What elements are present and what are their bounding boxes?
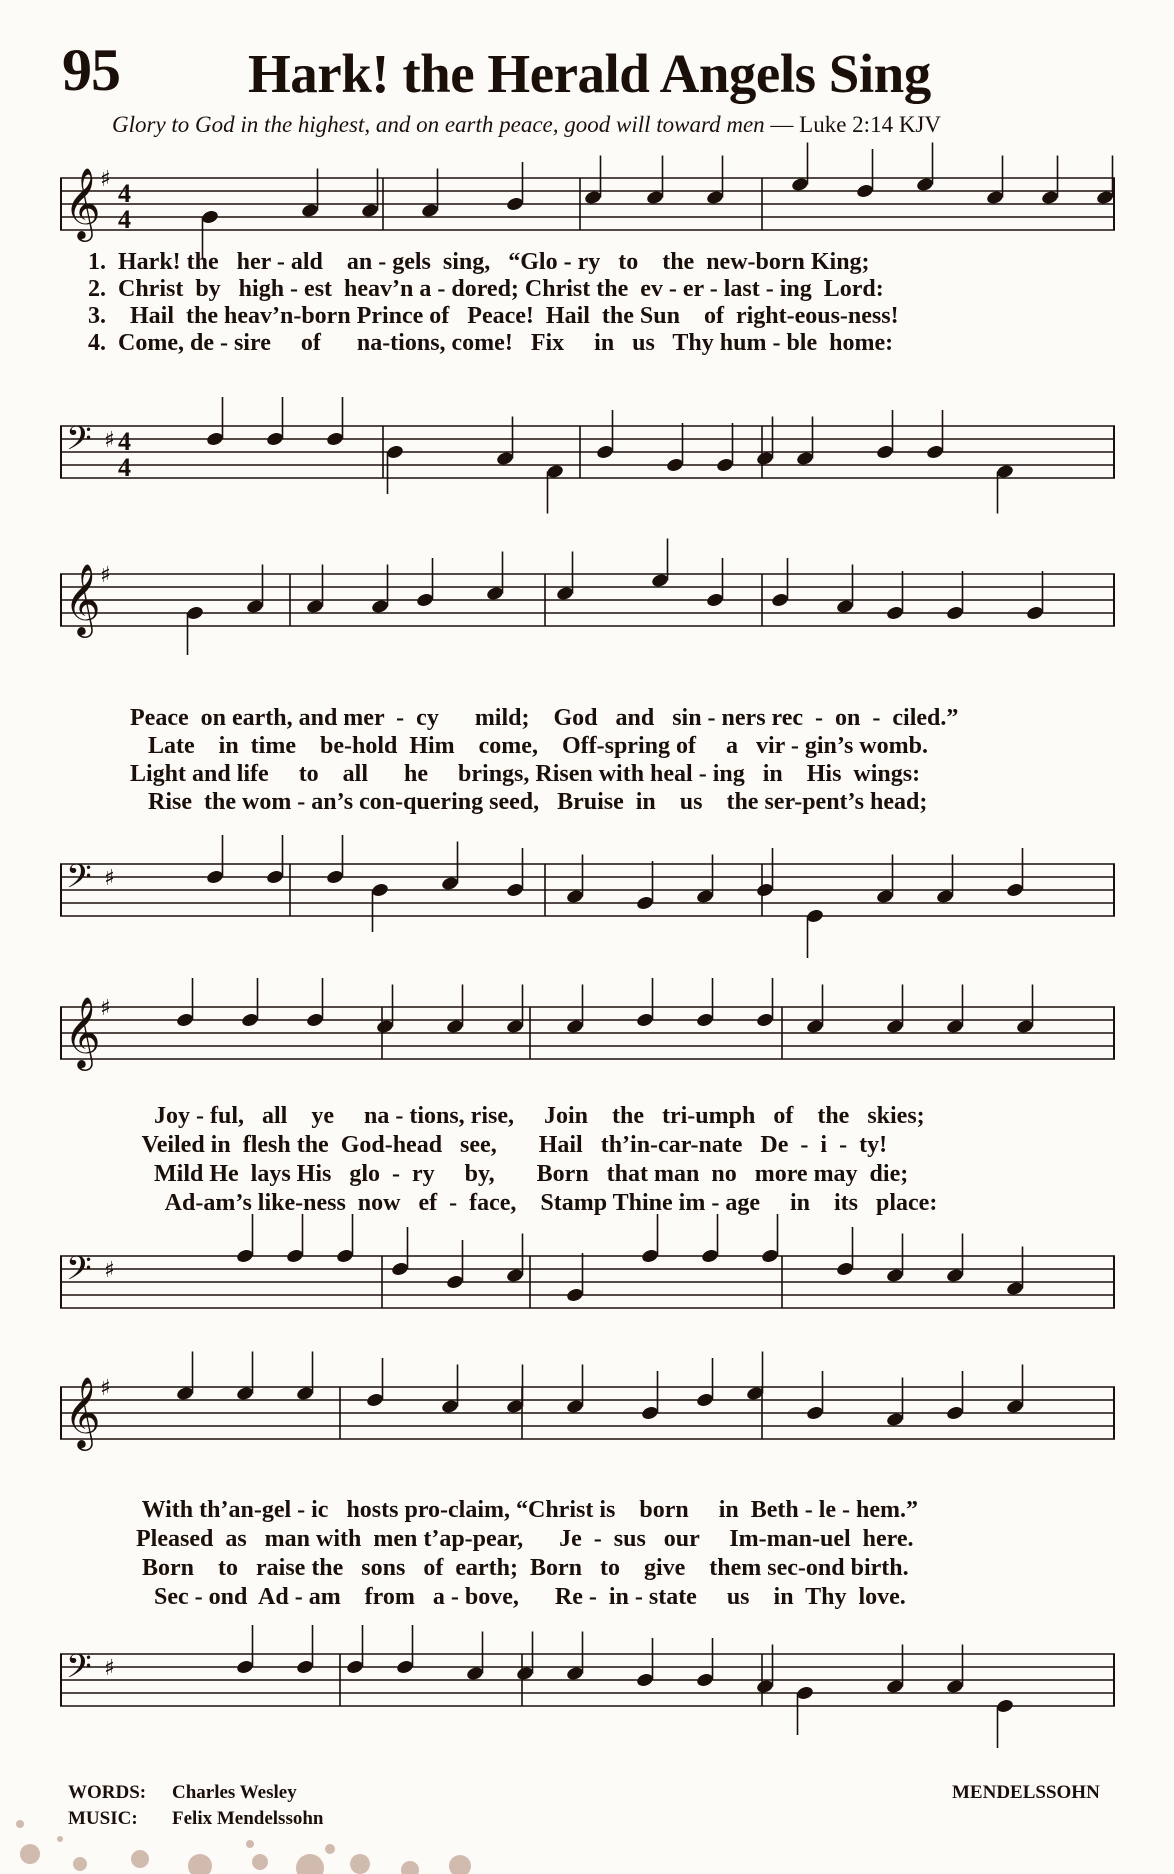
note-head: [176, 1386, 195, 1402]
stain-spot: [16, 1820, 24, 1828]
note-head: [566, 1287, 585, 1303]
stain-spot: [325, 1844, 335, 1854]
note-head: [796, 451, 815, 467]
note-head: [516, 1666, 535, 1682]
note-head: [986, 190, 1005, 206]
note-head: [366, 1392, 385, 1408]
note-head: [756, 1012, 775, 1028]
stain-spot: [296, 1854, 324, 1874]
note-head: [446, 1019, 465, 1035]
note-head: [996, 1698, 1015, 1714]
note-head: [376, 1019, 395, 1035]
treble-staff-system-3: [60, 985, 1115, 1095]
note-head: [886, 1268, 905, 1284]
lyrics-system-3: [60, 1102, 1115, 1234]
note-head: [856, 183, 875, 199]
note-head: [266, 431, 285, 447]
note-head: [701, 1248, 720, 1264]
note-head: [566, 889, 585, 905]
note-head: [946, 605, 965, 621]
sharp-icon: ♯: [104, 1656, 115, 1681]
stain-spot: [449, 1855, 471, 1874]
note-head: [836, 1261, 855, 1277]
stain-spot: [246, 1840, 254, 1848]
sharp-icon: ♯: [100, 996, 111, 1021]
note-head: [806, 908, 825, 924]
note-head: [666, 457, 685, 473]
note-head: [186, 605, 205, 621]
music-author: Felix Mendelssohn: [172, 1808, 324, 1829]
water-stain: [0, 1784, 560, 1874]
note-head: [466, 1666, 485, 1682]
note-head: [886, 1412, 905, 1428]
lyric-verse-4-line-1: 4. Come, de - sire of na-tions, come! Fix in us Thy hum - ble home:: [88, 330, 894, 356]
note-head: [886, 1019, 905, 1035]
note-head: [696, 1012, 715, 1028]
note-head: [241, 1012, 260, 1028]
note-head: [761, 1248, 780, 1264]
note-head: [566, 1666, 585, 1682]
note-head: [946, 1405, 965, 1421]
note-head: [391, 1261, 410, 1277]
note-head: [566, 1399, 585, 1415]
note-head: [306, 1012, 325, 1028]
note-head: [706, 592, 725, 608]
note-head: [806, 1019, 825, 1035]
note-head: [506, 882, 525, 898]
words-author: Charles Wesley: [172, 1782, 297, 1803]
note-head: [1016, 1019, 1035, 1035]
stain-spot: [57, 1836, 63, 1842]
note-head: [646, 190, 665, 206]
treble-clef-icon: 𝄞: [64, 562, 101, 635]
sharp-icon: ♯: [104, 428, 115, 453]
sharp-icon: ♯: [100, 1376, 111, 1401]
note-head: [771, 592, 790, 608]
sharp-icon: ♯: [100, 563, 111, 588]
bass-staff-system-1: [60, 392, 1115, 542]
note-head: [556, 586, 575, 602]
time-signature-icon: 4: [118, 427, 131, 456]
note-head: [1006, 1399, 1025, 1415]
note-head: [1041, 190, 1060, 206]
note-head: [1026, 605, 1045, 621]
note-head: [926, 444, 945, 460]
note-head: [636, 1012, 655, 1028]
note-head: [916, 177, 935, 193]
stain-spot: [131, 1850, 149, 1868]
note-head: [301, 203, 320, 219]
hymn-number: 95: [62, 37, 120, 103]
note-head: [696, 1672, 715, 1688]
note-head: [936, 889, 955, 905]
note-head: [421, 203, 440, 219]
note-head: [756, 1679, 775, 1695]
note-head: [641, 1405, 660, 1421]
time-signature-icon: 4: [118, 205, 131, 234]
treble-staff-system-4: [60, 1365, 1115, 1490]
note-head: [176, 1012, 195, 1028]
note-head: [246, 599, 265, 615]
bass-staff-system-4: [60, 1620, 1115, 1765]
lyrics-system-2: [60, 704, 1115, 836]
lyric-verse-2-line-3: Veiled in flesh the God-head see, Hail th’in-car-nate De - i - ty!: [130, 1132, 888, 1158]
note-head: [266, 869, 285, 885]
note-head: [796, 1685, 815, 1701]
note-head: [236, 1659, 255, 1675]
lyric-verse-1-line-1: 1. Hark! the her - ald an - gels sing, “Glo - ry to the new-born King;: [88, 249, 870, 275]
note-head: [546, 464, 565, 480]
music-label: MUSIC:: [68, 1808, 138, 1829]
note-head: [336, 1248, 355, 1264]
note-head: [946, 1679, 965, 1695]
bass-staff-system-3: [60, 1222, 1115, 1352]
note-head: [441, 1399, 460, 1415]
note-head: [506, 196, 525, 212]
note-head: [716, 457, 735, 473]
lyric-verse-3-line-1: 3. Hail the heav’n-born Prince of Peace! Hail the Sun of right-eous-ness!: [88, 303, 899, 329]
scripture-quote: Glory to God in the highest, and on earth peace, good will toward men: [112, 112, 765, 137]
note-head: [636, 895, 655, 911]
note-head: [756, 451, 775, 467]
bass-clef-icon: 𝄢: [66, 420, 92, 466]
tune-name: MENDELSSOHN: [952, 1782, 1100, 1803]
treble-staff-system-2: [60, 552, 1115, 672]
note-head: [396, 1659, 415, 1675]
note-head: [346, 1659, 365, 1675]
lyric-verse-3-line-2: Light and life to all he brings, Risen with heal - ing in His wings:: [130, 761, 921, 787]
note-head: [756, 882, 775, 898]
note-head: [651, 573, 670, 589]
lyric-verse-4-line-3: Ad-am’s like-ness now ef - face, Stamp Thine im - age in its place:: [130, 1190, 938, 1216]
note-head: [946, 1019, 965, 1035]
words-label: WORDS:: [68, 1782, 147, 1803]
note-head: [416, 592, 435, 608]
note-head: [791, 177, 810, 193]
scripture-citation: — Luke 2:14 KJV: [764, 112, 941, 137]
treble-clef-icon: 𝄞: [64, 1375, 101, 1448]
note-head: [876, 889, 895, 905]
time-signature-icon: 4: [118, 179, 131, 208]
note-head: [496, 451, 515, 467]
note-head: [286, 1248, 305, 1264]
stain-spot: [401, 1861, 419, 1874]
lyrics-system-4: [60, 1496, 1115, 1628]
lyric-verse-3-line-3: Mild He lays His glo - ry by, Born that man no more may die;: [130, 1161, 909, 1187]
note-head: [696, 1392, 715, 1408]
note-head: [236, 1386, 255, 1402]
note-head: [806, 1405, 825, 1421]
lyric-verse-2-line-1: 2. Christ by high - est heav’n a - dored; Christ the ev - er - last - ing Lord:: [88, 276, 884, 302]
note-head: [1006, 1281, 1025, 1297]
note-head: [636, 1672, 655, 1688]
lyric-verse-2-line-4: Pleased as man with men t’ap-pear, Je - sus our Im-man-uel here.: [130, 1526, 914, 1552]
treble-clef-icon: 𝄞: [64, 995, 101, 1068]
note-head: [486, 586, 505, 602]
stain-spot: [252, 1854, 268, 1870]
note-head: [876, 444, 895, 460]
note-head: [441, 876, 460, 892]
note-head: [886, 605, 905, 621]
lyrics-system-1: [60, 248, 1115, 380]
scripture-reference: [112, 112, 941, 138]
bass-clef-icon: 𝄢: [66, 1250, 92, 1296]
note-head: [996, 464, 1015, 480]
stain-spot: [20, 1844, 40, 1864]
note-head: [596, 444, 615, 460]
note-head: [696, 889, 715, 905]
bass-clef-icon: 𝄢: [66, 1648, 92, 1694]
sharp-icon: ♯: [104, 1258, 115, 1283]
lyric-verse-1-line-3: Joy - ful, all ye na - tions, rise, Join the tri-umph of the skies;: [130, 1103, 925, 1129]
note-head: [946, 1268, 965, 1284]
note-head: [236, 1248, 255, 1264]
note-head: [886, 1679, 905, 1695]
note-head: [361, 203, 380, 219]
note-head: [1006, 882, 1025, 898]
note-head: [201, 209, 220, 225]
lyric-verse-3-line-4: Born to raise the sons of earth; Born to give them sec-ond birth.: [130, 1555, 909, 1581]
time-signature-icon: 4: [118, 453, 131, 482]
lyric-verse-1-line-4: With th’an-gel - ic hosts pro-claim, “Christ is born in Beth - le - hem.”: [130, 1497, 919, 1523]
bass-clef-icon: 𝄢: [66, 858, 92, 904]
lyric-verse-4-line-4: Sec - ond Ad - am from a - bove, Re - in - state us in Thy love.: [130, 1584, 906, 1610]
note-head: [584, 190, 603, 206]
note-head: [836, 599, 855, 615]
sharp-icon: ♯: [100, 167, 111, 192]
bass-staff-system-2: [60, 830, 1115, 960]
note-head: [446, 1274, 465, 1290]
note-head: [371, 599, 390, 615]
note-head: [296, 1386, 315, 1402]
hymn-title: Hark! the Herald Angels Sing: [248, 43, 931, 104]
note-head: [296, 1659, 315, 1675]
note-head: [326, 431, 345, 447]
note-head: [706, 190, 725, 206]
note-head: [506, 1268, 525, 1284]
note-head: [386, 444, 405, 460]
treble-clef-icon: 𝄞: [64, 166, 101, 239]
note-head: [506, 1019, 525, 1035]
sharp-icon: ♯: [104, 866, 115, 891]
note-head: [566, 1019, 585, 1035]
note-head: [206, 431, 225, 447]
lyric-verse-1-line-2: Peace on earth, and mer - cy mild; God and sin - ners rec - on - ciled.”: [130, 705, 959, 731]
lyric-verse-2-line-2: Late in time be-hold Him come, Off-spring of a vir - gin’s womb.: [130, 733, 928, 759]
note-head: [206, 869, 225, 885]
lyric-verse-4-line-2: Rise the wom - an’s con-quering seed, Bruise in us the ser-pent’s head;: [130, 789, 928, 815]
stain-spot: [350, 1854, 370, 1874]
stain-spot: [73, 1857, 87, 1871]
stain-spot: [188, 1854, 212, 1874]
note-head: [1096, 190, 1115, 206]
note-head: [326, 869, 345, 885]
note-head: [641, 1248, 660, 1264]
note-head: [371, 882, 390, 898]
note-head: [306, 599, 325, 615]
